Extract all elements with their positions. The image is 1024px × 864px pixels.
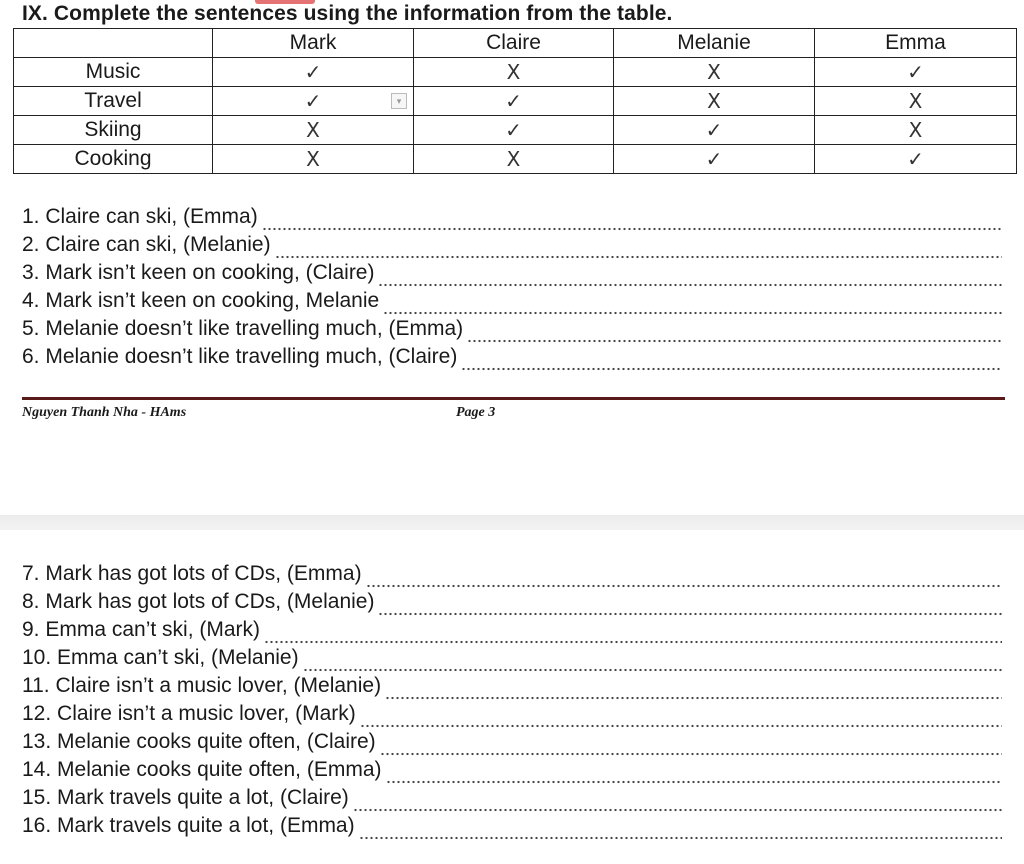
- answer-blank[interactable]: [383, 311, 1002, 315]
- table-cell-mark: ✓: [213, 87, 414, 116]
- table-row: [14, 58, 1017, 87]
- sentence-text: 7. Mark has got lots of CDs, (Emma): [22, 562, 362, 585]
- answer-blank[interactable]: [303, 668, 1002, 672]
- footer-author: Nguyen Thanh Nha - HAms: [22, 405, 187, 420]
- table-row: [14, 116, 1017, 145]
- table-header-cell: Emma: [815, 29, 1017, 58]
- sentence-text: 15. Mark travels quite a lot, (Claire): [22, 786, 349, 809]
- answer-blank[interactable]: [359, 836, 1002, 840]
- sentence-item: [22, 702, 1002, 730]
- answer-blank[interactable]: [378, 283, 1002, 287]
- answer-blank[interactable]: [378, 612, 1002, 616]
- sentence-item: [22, 562, 1002, 590]
- footer-divider: [22, 397, 1005, 400]
- table-cell-mark: ✓: [614, 116, 815, 145]
- table-header-cell: [14, 29, 213, 58]
- table-header-cell: Claire: [414, 29, 614, 58]
- sentence-text: 4. Mark isn’t keen on cooking, Melanie: [22, 289, 380, 312]
- table-cell-mark: X: [614, 58, 815, 87]
- sentence-list-page-3: [22, 205, 1002, 373]
- answer-blank[interactable]: [380, 752, 1002, 756]
- activity-label: Music: [14, 58, 213, 87]
- sentence-item: [22, 261, 1002, 289]
- sentence-item: [22, 730, 1002, 758]
- dropdown-handle-icon[interactable]: ▾: [391, 93, 407, 109]
- table-row: [14, 87, 1017, 116]
- answer-blank[interactable]: [386, 780, 1002, 784]
- activity-label: Cooking: [14, 145, 213, 174]
- table-cell-mark: ✓: [213, 58, 414, 87]
- sentence-item: [22, 205, 1002, 233]
- table-cell-mark: ✓: [614, 145, 815, 174]
- table-cell-mark: ✓: [815, 58, 1017, 87]
- sentence-text: 3. Mark isn’t keen on cooking, (Claire): [22, 261, 375, 284]
- sentence-item: [22, 317, 1002, 345]
- table-header-cell: Melanie: [614, 29, 815, 58]
- table-cell-mark: X: [414, 145, 614, 174]
- sentence-item: [22, 289, 1002, 317]
- answer-blank[interactable]: [264, 640, 1002, 644]
- sentence-item: [22, 674, 1002, 702]
- sentence-text: 16. Mark travels quite a lot, (Emma): [22, 814, 355, 837]
- sentence-text: 10. Emma can’t ski, (Melanie): [22, 646, 299, 669]
- sentence-item: [22, 814, 1002, 842]
- sentence-item: [22, 618, 1002, 646]
- answer-blank[interactable]: [360, 724, 1002, 728]
- answer-blank[interactable]: [461, 367, 1002, 371]
- sentence-text: 1. Claire can ski, (Emma): [22, 205, 258, 228]
- answer-blank[interactable]: [262, 227, 1002, 231]
- sentence-item: [22, 758, 1002, 786]
- table-header-row: [14, 29, 1017, 58]
- sentence-item: [22, 233, 1002, 261]
- exercise-heading: IX. Complete the sentences using the information from the table.: [22, 2, 673, 25]
- activity-label: Travel: [14, 87, 213, 116]
- sentence-text: 8. Mark has got lots of CDs, (Melanie): [22, 590, 375, 613]
- answer-blank[interactable]: [275, 255, 1002, 259]
- sentence-text: 5. Melanie doesn’t like travelling much, (Emma): [22, 317, 464, 340]
- sentence-item: [22, 345, 1002, 373]
- table-cell-mark: ✓: [414, 116, 614, 145]
- sentence-text: 14. Melanie cooks quite often, (Emma): [22, 758, 382, 781]
- sentence-text: 2. Claire can ski, (Melanie): [22, 233, 271, 256]
- sentence-text: 9. Emma can’t ski, (Mark): [22, 618, 261, 641]
- activity-table: [13, 28, 1017, 174]
- footer-page-number: Page 3: [456, 405, 496, 420]
- answer-blank[interactable]: [366, 584, 1002, 588]
- sentence-text: 12. Claire isn’t a music lover, (Mark): [22, 702, 356, 725]
- table-cell-mark: X: [213, 145, 414, 174]
- sentence-text: 13. Melanie cooks quite often, (Claire): [22, 730, 376, 753]
- answer-blank[interactable]: [353, 808, 1002, 812]
- table-header-cell: Mark: [213, 29, 414, 58]
- answer-blank[interactable]: [385, 696, 1002, 700]
- table-cell-mark: X: [213, 116, 414, 145]
- table-cell-mark: X: [815, 87, 1017, 116]
- sentence-text: 6. Melanie doesn’t like travelling much, (Claire): [22, 345, 458, 368]
- sentence-text: 11. Claire isn’t a music lover, (Melanie): [22, 674, 382, 697]
- sentence-item: [22, 786, 1002, 814]
- sentence-item: [22, 590, 1002, 618]
- answer-blank[interactable]: [467, 339, 1002, 343]
- activity-label: Skiing: [14, 116, 213, 145]
- table-cell-mark: X: [614, 87, 815, 116]
- table-cell-mark: ✓: [414, 87, 614, 116]
- table-row: [14, 145, 1017, 174]
- sentence-list-page-4: [22, 562, 1002, 842]
- table-cell-mark: X: [815, 116, 1017, 145]
- page-break: [0, 515, 1024, 530]
- sentence-item: [22, 646, 1002, 674]
- table-cell-mark: ✓: [815, 145, 1017, 174]
- table-cell-mark: X: [414, 58, 614, 87]
